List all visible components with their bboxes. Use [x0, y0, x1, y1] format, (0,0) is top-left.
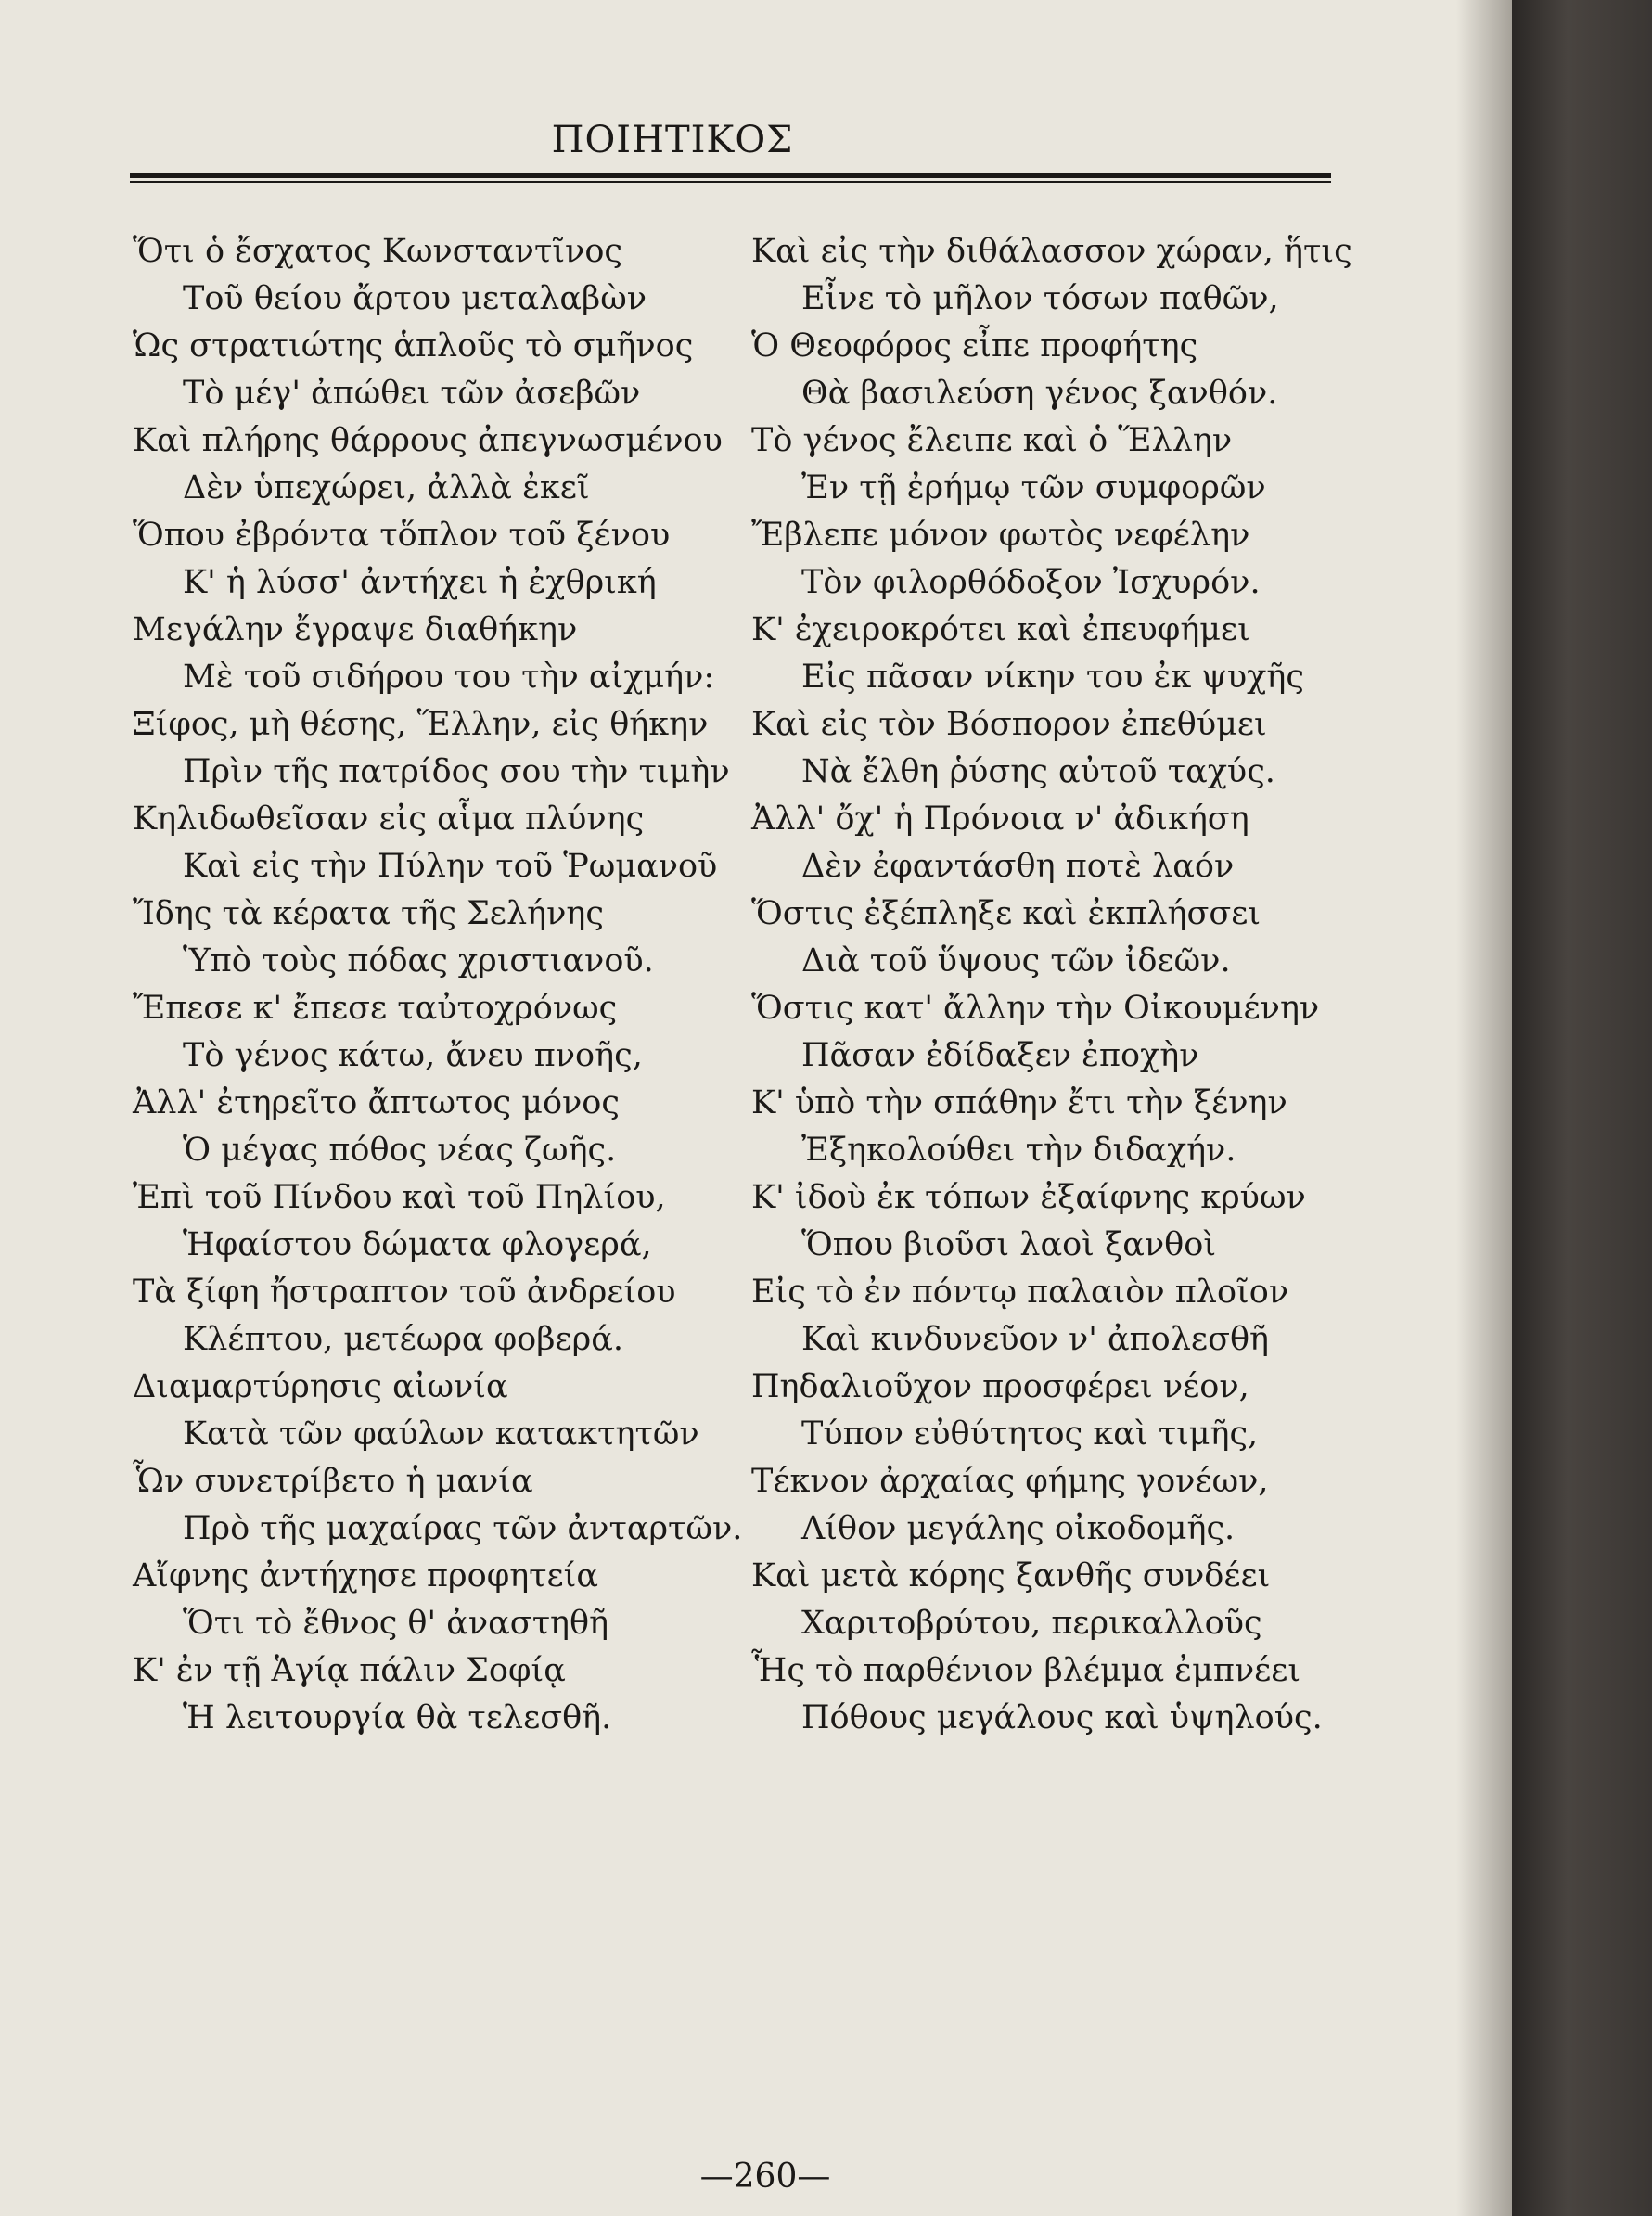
verse-line: Καὶ εἰς τὴν διθάλασσον χώραν, ἥτις — [751, 233, 1352, 270]
verse-line: Ὁ Θεοφόρος εἶπε προφήτης — [751, 327, 1198, 365]
stanza — [133, 1364, 745, 1553]
verse-line: Καὶ μετὰ κόρης ξανθῆς συνδέει — [751, 1557, 1271, 1595]
verse-line: Ἀλλ' ἐτηρεῖτο ἄπτωτος μόνος — [133, 1084, 620, 1121]
stanza — [751, 1174, 1364, 1364]
verse-line: Ἔπεσε κ' ἔπεσε ταὐτοχρόνως — [133, 990, 618, 1027]
verse-line: Καὶ κινδυνεῦον ν' ἀπολεσθῆ — [801, 1321, 1269, 1358]
verse-line: Ἡφαίστου δώματα φλογερά, — [183, 1226, 652, 1263]
verse-line: Ἔβλεπε μόνον φωτὸς νεφέλην — [751, 517, 1250, 554]
verse-line: Ὅπου βιοῦσι λαοὶ ξανθοὶ — [801, 1226, 1217, 1263]
scan-background-edge — [1512, 0, 1652, 2216]
stanza — [133, 796, 745, 985]
verse-line: Αἴφνης ἀντήχησε προφητεία — [133, 1557, 599, 1595]
verse-line: Καὶ εἰς τὴν Πύλην τοῦ Ῥωμανοῦ — [183, 848, 718, 885]
verse-line: Κ' ἐχειροκρότει καὶ ἐπευφήμει — [751, 611, 1250, 648]
verse-line: Ὡς στρατιώτης ἁπλοῦς τὸ σμῆνος — [133, 327, 694, 365]
verse-line: Ἐξηκολούθει τὴν διδαχήν. — [801, 1132, 1236, 1169]
verse-line: Ἴδης τὰ κέρατα τῆς Σελήνης — [133, 895, 604, 932]
verse-line: Κηλιδωθεῖσαν εἰς αἷμα πλύνης — [133, 801, 645, 838]
stanza — [751, 607, 1364, 796]
verse-line: Ὧν συνετρίβετο ἡ μανία — [133, 1463, 533, 1500]
verse-line: Κ' ἡ λύσσ' ἀντήχει ἡ ἐχθρική — [183, 564, 657, 601]
verse-line: Ἧς τὸ παρθένιον βλέμμα ἐμπνέει — [751, 1652, 1301, 1689]
verse-line: Χαριτοβρύτου, περικαλλοῦς — [801, 1605, 1262, 1642]
verse-line: Πρὸ τῆς μαχαίρας τῶν ἀνταρτῶν. — [183, 1510, 743, 1547]
verse-line: Καὶ εἰς τὸν Βόσπορον ἐπεθύμει — [751, 706, 1267, 743]
verse-line: Ὅπου ἐβρόντα τὅπλον τοῦ ξένου — [133, 517, 671, 554]
verse-line: Ὅτι τὸ ἔθνος θ' ἀναστηθῆ — [183, 1605, 609, 1642]
verse-line: Τὸν φιλορθόδοξον Ἰσχυρόν. — [801, 564, 1261, 601]
verse-line: Πᾶσαν ἐδίδαξεν ἐποχὴν — [801, 1037, 1199, 1074]
verse-line: Τέκνον ἀρχαίας φήμης γονέων, — [751, 1463, 1269, 1500]
verse-line: Δὲν ἐφαντάσθη ποτὲ λαόν — [801, 848, 1235, 885]
verse-line: Καὶ πλήρης θάρρους ἀπεγνωσμένου — [133, 422, 723, 459]
verse-line: Τὸ γένος κάτω, ἄνευ πνοῆς, — [183, 1037, 643, 1074]
verse-line: Ὁ μέγας πόθος νέας ζωῆς. — [183, 1132, 617, 1169]
verse-line: Πρὶν τῆς πατρίδος σου τὴν τιμὴν — [183, 753, 730, 790]
verse-line: Τύπον εὐθύτητος καὶ τιμῆς, — [801, 1415, 1259, 1453]
verse-line: Μὲ τοῦ σιδήρου του τὴν αἰχμήν: — [183, 659, 715, 696]
stanza — [133, 417, 745, 607]
stanza — [751, 796, 1364, 985]
verse-line: Ὑπὸ τοὺς πόδας χριστιανοῦ. — [183, 942, 654, 980]
verse-line: Εἶνε τὸ μῆλον τόσων παθῶν, — [801, 280, 1279, 317]
stanza — [751, 228, 1364, 417]
verse-line: Λίθον μεγάλης οἰκοδομῆς. — [801, 1510, 1236, 1547]
verse-line: Ἐπὶ τοῦ Πίνδου καὶ τοῦ Πηλίου, — [133, 1179, 666, 1216]
stanza — [133, 228, 745, 417]
verse-line: Τὸ γένος ἔλειπε καὶ ὁ Ἕλλην — [751, 422, 1233, 459]
verse-line: Κ' ὑπὸ τὴν σπάθην ἔτι τὴν ξένην — [751, 1084, 1287, 1121]
verse-line: Δὲν ὑπεχώρει, ἀλλὰ ἐκεῖ — [183, 469, 590, 506]
running-head: ΠΟΙΗΤΙΚΟΣ — [551, 119, 794, 161]
verse-line: Νὰ ἔλθη ῥύσης αὐτοῦ ταχύς. — [801, 753, 1275, 790]
stanza — [751, 417, 1364, 607]
stanza — [133, 1174, 745, 1364]
binding-shadow — [1456, 0, 1512, 2216]
verse-line: Ὅστις ἐξέπληξε καὶ ἐκπλήσσει — [751, 895, 1261, 932]
verse-line: Ὅτι ὁ ἔσχατος Κωνσταντῖνος — [133, 233, 622, 270]
verse-line: Διὰ τοῦ ὕψους τῶν ἰδεῶν. — [801, 942, 1231, 980]
page-number: —260— — [699, 2158, 831, 2196]
verse-line: Ἀλλ' ὄχ' ἡ Πρόνοια ν' ἀδικήση — [751, 801, 1249, 838]
verse-line: Μεγάλην ἔγραψε διαθήκην — [133, 611, 578, 648]
verse-line: Θὰ βασιλεύση γένος ξανθόν. — [801, 375, 1278, 412]
verse-line: Κ' ἰδοὺ ἐκ τόπων ἐξαίφνης κρύων — [751, 1179, 1306, 1216]
verse-line: Ὅστις κατ' ἄλλην τὴν Οἰκουμένην — [751, 990, 1320, 1027]
verse-line: Τοῦ θείου ἄρτου μεταλαβὼν — [183, 280, 647, 317]
stanza — [751, 1553, 1364, 1742]
verse-line: Τὰ ξίφη ἤστραπτον τοῦ ἀνδρείου — [133, 1274, 676, 1311]
stanza — [751, 1364, 1364, 1553]
stanza — [133, 1553, 745, 1742]
header-rule — [130, 173, 1331, 183]
verse-line: Κλέπτου, μετέωρα φοβερά. — [183, 1321, 623, 1358]
stanza — [133, 607, 745, 796]
verse-line: Ξίφος, μὴ θέσης, Ἕλλην, εἰς θήκην — [133, 706, 709, 743]
verse-line: Πόθους μεγάλους καὶ ὑψηλούς. — [801, 1699, 1323, 1736]
verse-line: Εἰς πᾶσαν νίκην του ἐκ ψυχῆς — [801, 659, 1304, 696]
verse-line: Πηδαλιοῦχον προσφέρει νέον, — [751, 1368, 1249, 1405]
right-column — [751, 228, 1364, 1742]
left-column — [133, 228, 745, 1742]
verse-line: Εἰς τὸ ἐν πόντῳ παλαιὸν πλοῖον — [751, 1274, 1289, 1311]
stanza — [751, 985, 1364, 1174]
verse-line: Ἡ λειτουργία θὰ τελεσθῆ. — [183, 1699, 612, 1736]
verse-line: Κ' ἐν τῇ Ἁγίᾳ πάλιν Σοφίᾳ — [133, 1652, 566, 1689]
stanza — [133, 985, 745, 1174]
verse-line: Ἐν τῇ ἐρήμῳ τῶν συμφορῶν — [801, 469, 1266, 506]
verse-line: Κατὰ τῶν φαύλων κατακτητῶν — [183, 1415, 699, 1453]
verse-line: Τὸ μέγ' ἀπώθει τῶν ἀσεβῶν — [183, 375, 641, 412]
verse-line: Διαμαρτύρησις αἰωνία — [133, 1368, 508, 1405]
